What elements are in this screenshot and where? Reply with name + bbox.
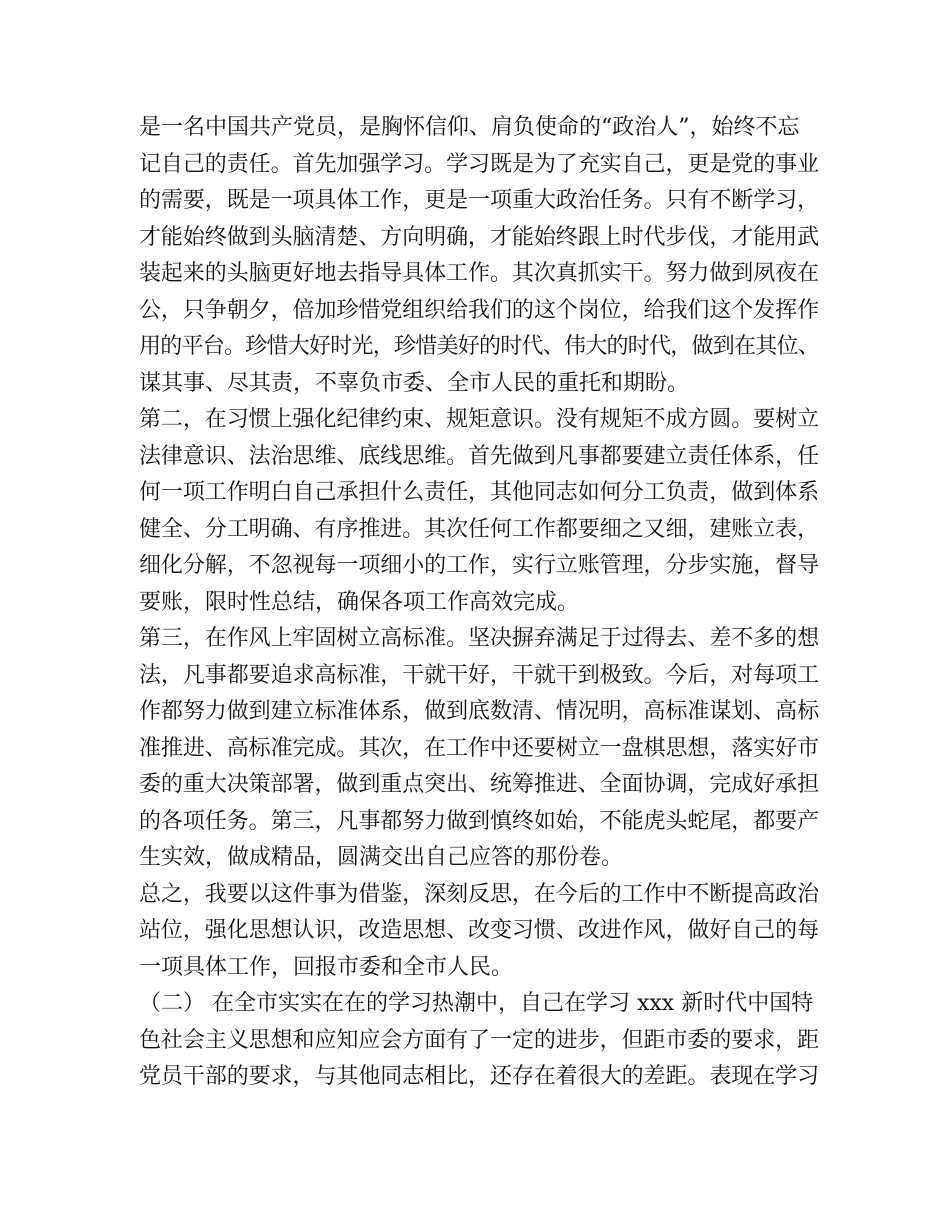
text-line: 才能始终做到头脑清楚、方向明确，才能始终跟上时代步伐，才能用武	[139, 224, 819, 250]
text-line: 生实效，做成精品，圆满交出自己应答的那份卷。	[139, 845, 624, 870]
text-line: 装起来的头脑更好地去指导具体工作。其次真抓实干。努力做到夙夜在	[139, 261, 819, 286]
text-line: 公，只争朝夕，倍加珍惜党组织给我们的这个岗位，给我们这个发挥作	[139, 297, 819, 323]
text-line: 的各项任务。第三，凡事都努力做到慎终如始，不能虎头蛇尾，都要产	[139, 808, 819, 834]
text-line: 第三，在作风上牢固树立高标准。坚决摒弃满足于过得去、差不多的想	[139, 626, 819, 651]
text-line: 党员干部的要求，与其他同志相比，还存在着很大的差距。表现在学习	[139, 1064, 819, 1089]
text-line: 站位，强化思想认识，改造思想、改变习惯、改进作风，做好自己的每	[139, 918, 819, 943]
text-line: 法律意识、法治思维、底线思维。首先做到凡事都要建立责任体系，任	[139, 443, 819, 469]
text-line: 记自己的责任。首先加强学习。学习既是为了充实自己，更是党的事业	[139, 151, 819, 177]
text-line: 细化分解，不忽视每一项细小的工作，实行立账管理，分步实施，督导	[139, 553, 819, 578]
text-line: 要账，限时性总结，确保各项工作高效完成。	[139, 589, 580, 615]
document-body	[139, 110, 819, 1096]
text-line: （二） 在全市实实在在的学习热潮中，自己在学习 xxx 新时代中国特	[139, 991, 814, 1016]
text-line: 用的平台。珍惜大好时光，珍惜美好的时代、伟大的时代，做到在其位、	[139, 334, 819, 359]
text-line: 一项具体工作，回报市委和全市人民。	[139, 954, 514, 980]
text-line: 法，凡事都要追求高标准，干就干好，干就干到极致。今后，对每项工	[139, 662, 819, 688]
text-line: 是一名中国共产党员，是胸怀信仰、肩负使命的“政治人”，始终不忘	[139, 115, 800, 140]
text-line: 色社会主义思想和应知应会方面有了一定的进步，但距市委的要求，距	[139, 1027, 819, 1053]
text-line: 作都努力做到建立标准体系，做到底数清、情况明，高标准谋划、高标	[139, 699, 819, 724]
text-line: 准推进、高标准完成。其次，在工作中还要树立一盘棋思想，落实好市	[139, 735, 819, 761]
text-line: 健全、分工明确、有序推进。其次任何工作都要细之又细，建账立表，	[139, 516, 819, 542]
text-line: 的需要，既是一项具体工作，更是一项重大政治任务。只有不断学习，	[139, 188, 819, 213]
text-line: 委的重大决策部署，做到重点突出、统筹推进、全面协调，完成好承担	[139, 772, 819, 797]
text-line: 何一项工作明白自己承担什么责任，其他同志如何分工负责，做到体系	[139, 480, 819, 505]
text-line: 第二，在习惯上强化纪律约束、规矩意识。没有规矩不成方圆。要树立	[139, 407, 819, 432]
text-line: 谋其事、尽其责，不辜负市委、全市人民的重托和期盼。	[139, 370, 690, 396]
text-line: 总之，我要以这件事为借鉴，深刻反思，在今后的工作中不断提高政治	[139, 881, 819, 907]
